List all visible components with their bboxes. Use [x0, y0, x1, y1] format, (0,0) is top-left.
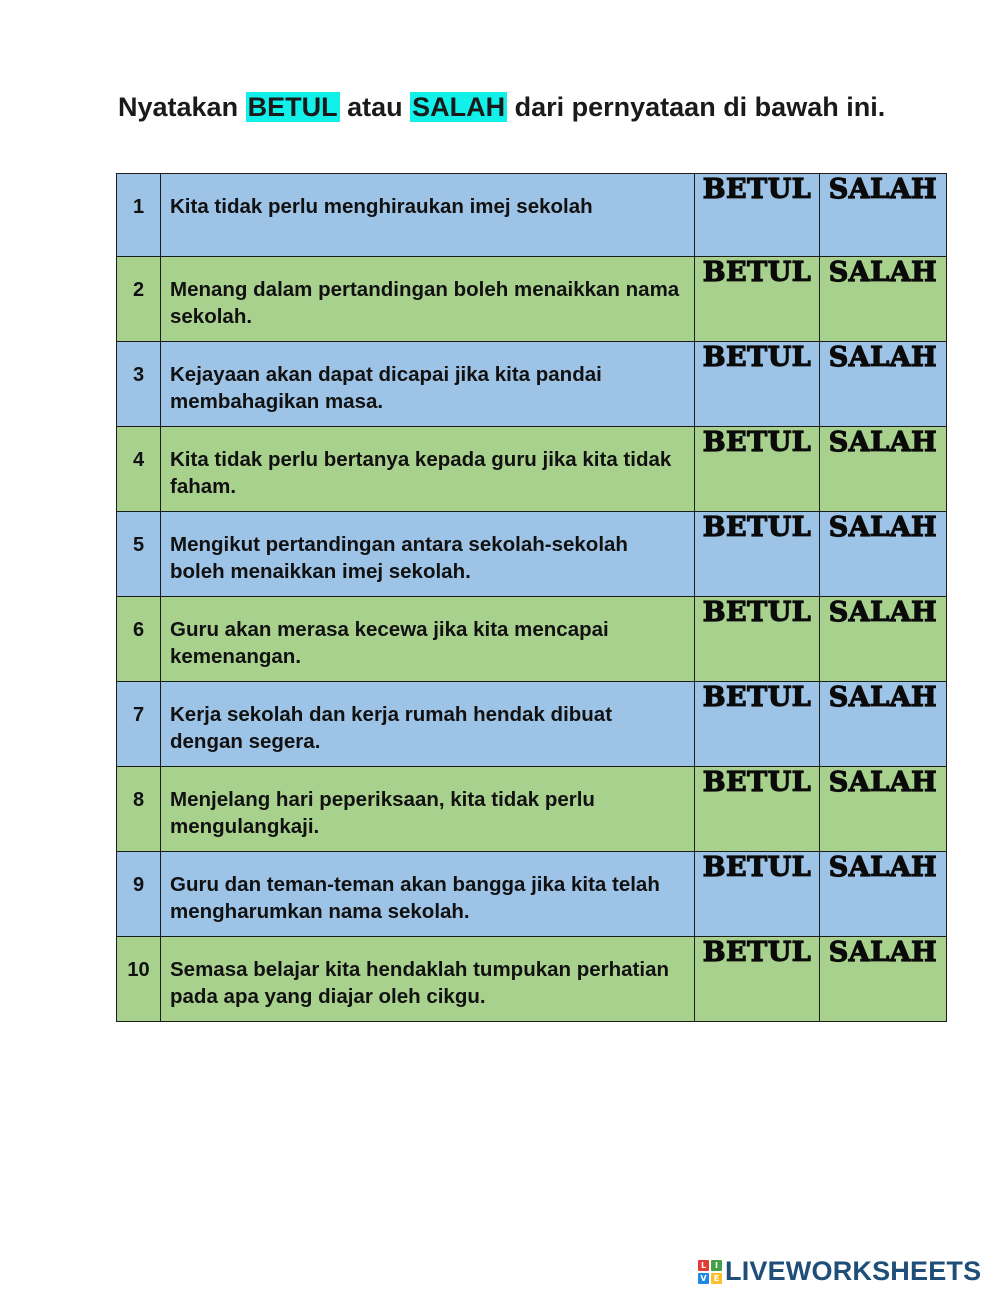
betul-option[interactable]: BETUL: [695, 852, 820, 937]
logo-mark-letter: V: [698, 1273, 709, 1284]
betul-option[interactable]: BETUL: [695, 427, 820, 512]
betul-option[interactable]: BETUL: [695, 512, 820, 597]
statement-text: Menang dalam pertandingan boleh menaikkan nama sekolah.: [170, 278, 680, 328]
betul-option[interactable]: BETUL: [695, 257, 820, 342]
statement-row: [117, 427, 947, 512]
true-false-table: [116, 173, 947, 1022]
statement-row: [117, 597, 947, 682]
logo-mark-letter: E: [711, 1273, 722, 1284]
statement-number-cell: [117, 852, 161, 937]
statement-row: [117, 682, 947, 767]
instruction-middle: atau: [339, 92, 411, 122]
statement-row: [117, 852, 947, 937]
statement-row: [117, 937, 947, 1022]
statement-number: 9: [132, 874, 145, 896]
statement-number: 1: [132, 196, 145, 218]
statement-text: Kerja sekolah dan kerja rumah hendak dibuat dengan segera.: [170, 703, 613, 753]
statement-number-cell: [117, 937, 161, 1022]
statement-row: [117, 342, 947, 427]
salah-option[interactable]: SALAH: [820, 257, 947, 342]
instruction-heading: [118, 92, 978, 123]
betul-option[interactable]: BETUL: [695, 767, 820, 852]
statement-text-cell: [161, 937, 695, 1022]
statement-text: Semasa belajar kita hendaklah tumpukan perhatian pada apa yang diajar oleh cikgu.: [170, 958, 670, 1008]
statement-number: 4: [132, 449, 145, 471]
statement-text: Mengikut pertandingan antara sekolah-sekolah boleh menaikkan imej sekolah.: [170, 533, 628, 583]
salah-option[interactable]: SALAH: [820, 174, 947, 257]
statement-number-cell: [117, 257, 161, 342]
betul-option[interactable]: BETUL: [695, 174, 820, 257]
statement-number-cell: [117, 174, 161, 257]
instruction-suffix: dari pernyataan di bawah ini.: [507, 92, 886, 122]
statement-number-cell: [117, 767, 161, 852]
statement-text-cell: [161, 174, 695, 257]
statement-text: Kita tidak perlu menghiraukan imej sekolah: [170, 195, 593, 218]
logo-mark-letter: L: [698, 1260, 709, 1271]
salah-option[interactable]: SALAH: [820, 512, 947, 597]
statement-text-cell: [161, 682, 695, 767]
betul-option[interactable]: BETUL: [695, 937, 820, 1022]
statement-number: 8: [132, 789, 145, 811]
statement-number: 7: [132, 704, 145, 726]
statement-text-cell: [161, 427, 695, 512]
liveworksheets-logo-icon: [698, 1260, 722, 1284]
statement-number: 3: [132, 364, 145, 386]
statement-row: [117, 174, 947, 257]
statement-number-cell: [117, 427, 161, 512]
salah-option[interactable]: SALAH: [820, 427, 947, 512]
betul-option[interactable]: BETUL: [695, 342, 820, 427]
salah-option[interactable]: SALAH: [820, 597, 947, 682]
statement-number-cell: [117, 682, 161, 767]
true-false-table-body: [117, 174, 947, 1022]
betul-option[interactable]: BETUL: [695, 682, 820, 767]
salah-option[interactable]: SALAH: [820, 852, 947, 937]
instruction-highlight-salah: SALAH: [412, 92, 506, 122]
statement-text: Guru dan teman-teman akan bangga jika kita telah mengharumkan nama sekolah.: [170, 873, 660, 923]
statement-number-cell: [117, 512, 161, 597]
statement-text: Menjelang hari peperiksaan, kita tidak perlu mengulangkaji.: [170, 788, 595, 838]
instruction-highlight-betul: BETUL: [247, 92, 338, 122]
statement-text: Kita tidak perlu bertanya kepada guru jika kita tidak faham.: [170, 448, 672, 498]
statement-text-cell: [161, 512, 695, 597]
salah-option[interactable]: SALAH: [820, 682, 947, 767]
statement-row: [117, 767, 947, 852]
statement-text-cell: [161, 342, 695, 427]
statement-number: 10: [127, 959, 150, 981]
statement-number: 5: [132, 534, 145, 556]
statement-text-cell: [161, 257, 695, 342]
statement-number: 2: [132, 279, 145, 301]
statement-text-cell: [161, 852, 695, 937]
statement-number-cell: [117, 342, 161, 427]
statement-text: Kejayaan akan dapat dicapai jika kita pandai membahagikan masa.: [170, 363, 602, 413]
instruction-prefix: Nyatakan: [118, 92, 246, 122]
statement-text-cell: [161, 597, 695, 682]
betul-option[interactable]: BETUL: [695, 597, 820, 682]
salah-option[interactable]: SALAH: [820, 342, 947, 427]
statement-row: [117, 257, 947, 342]
statement-number-cell: [117, 597, 161, 682]
salah-option[interactable]: SALAH: [820, 937, 947, 1022]
liveworksheets-logo: [698, 1256, 981, 1287]
statement-number: 6: [132, 619, 145, 641]
statement-row: [117, 512, 947, 597]
salah-option[interactable]: SALAH: [820, 767, 947, 852]
logo-mark-letter: I: [711, 1260, 722, 1271]
logo-text: LIVEWORKSHEETS: [725, 1256, 982, 1286]
statement-text: Guru akan merasa kecewa jika kita mencapai kemenangan.: [170, 618, 609, 668]
statement-text-cell: [161, 767, 695, 852]
